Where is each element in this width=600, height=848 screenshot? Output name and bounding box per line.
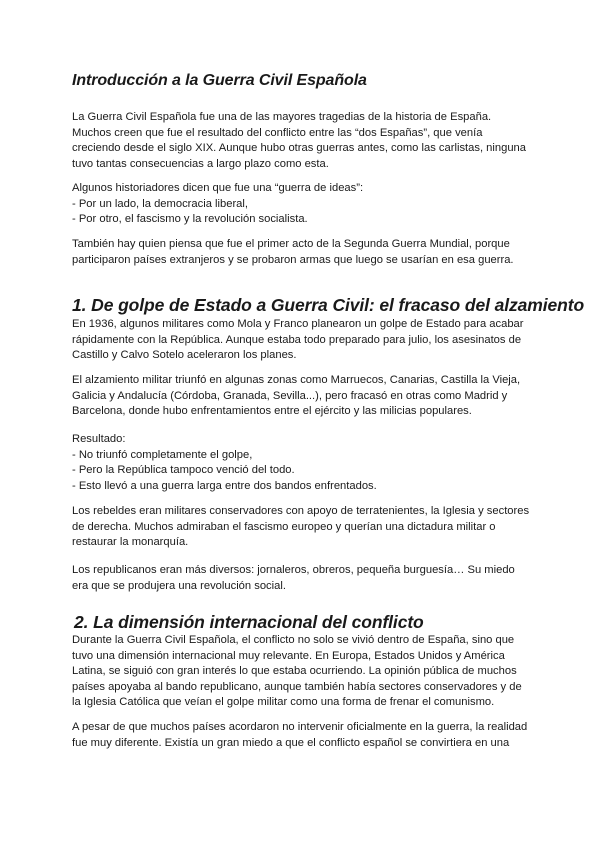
text-line: - Por un lado, la democracia liberal, <box>72 197 248 210</box>
text-line: Resultado: <box>72 433 126 445</box>
text-line: - No triunfó completamente el golpe, <box>72 448 253 461</box>
text-line: creciendo desde el siglo XIX. Aunque hubo otras guerras antes, como las carlistas, ninguna <box>72 142 526 155</box>
text-line: También hay quien piensa que fue el primer acto de la Segunda Guerra Mundial, porque <box>72 238 510 250</box>
text-line: A pesar de que muchos países acordaron no intervenir oficialmente en la guerra, la realidad <box>72 721 528 733</box>
section-1-paragraph-5 <box>72 563 515 594</box>
text-line: - Por otro, el fascismo y la revolución socialista. <box>72 213 308 226</box>
intro-paragraph-3 <box>72 237 514 268</box>
text-line: En 1936, algunos militares como Mola y Franco planearon un golpe de Estado para acabar <box>72 318 524 330</box>
text-line: La Guerra Civil Española fue una de las mayores tragedias de la historia de España. <box>72 111 492 123</box>
text-line: - Esto llevó a una guerra larga entre dos bandos enfrentados. <box>72 479 377 492</box>
text-line: - Pero la República tampoco venció del todo. <box>72 464 295 477</box>
section-1-result-list <box>72 432 377 494</box>
text-line: fue muy diferente. Existía un gran miedo a que el conflicto español se convirtiera en una <box>72 736 510 749</box>
text-line: era que se produjera una revolución social. <box>72 579 286 592</box>
section-2-paragraph-1 <box>72 633 522 711</box>
intro-paragraph-2 <box>72 181 363 228</box>
section-2-heading: 2. La dimensión internacional del conflicto <box>74 612 424 632</box>
text-line: Muchos creen que fue el resultado del conflicto entre las “dos Españas”, que venía <box>72 126 483 139</box>
text-line: Barcelona, donde hubo enfrentamientos entre el ejército y las milicias populares. <box>72 405 472 418</box>
text-line: rápidamente con la República. Aunque estaba todo preparado para julio, los asesinatos de <box>72 333 522 346</box>
text-line: tuvo tantas consecuencias a largo plazo como esta. <box>72 157 329 170</box>
text-line: de derecha. Muchos admiraban el fascismo europeo y querían una dictadura militar o <box>72 520 496 533</box>
text-line: Durante la Guerra Civil Española, el conflicto no solo se vivió dentro de España, sino que <box>72 634 515 646</box>
section-1-paragraph-2 <box>72 373 520 420</box>
text-line: la Iglesia Católica que veían el golpe militar como una forma de frenar el comunismo. <box>72 696 495 709</box>
text-line: restaurar la monarquía. <box>72 536 189 549</box>
text-line: Castillo y Calvo Sotelo aceleraron los planes. <box>72 349 297 362</box>
text-line: Los republicanos eran más diversos: jornaleros, obreros, pequeña burguesía… Su miedo <box>72 564 515 576</box>
text-line: países apoyaba al bando republicano, aunque también había sectores conservadores y de <box>72 680 522 693</box>
text-line: El alzamiento militar triunfó en algunas zonas como Marruecos, Canarias, Castilla la Vieja, <box>72 374 521 386</box>
text-line: Algunos historiadores dicen que fue una “guerra de ideas”: <box>72 182 364 194</box>
intro-paragraph-1 <box>72 110 526 172</box>
text-line: Galicia y Andalucía (Córdoba, Granada, Sevilla...), pero fracasó en otras como Madrid y <box>72 389 508 402</box>
section-2-paragraph-2 <box>72 720 527 751</box>
section-1-paragraph-4 <box>72 504 529 551</box>
text-line: Latina, se siguió con gran interés lo que estaba ocurriendo. La opinión pública de muchos <box>72 665 517 678</box>
section-1-paragraph-1 <box>72 317 524 364</box>
section-1-heading: 1. De golpe de Estado a Guerra Civil: el fracaso del alzamiento <box>72 295 585 315</box>
text-line: participaron países extranjeros y se probaron armas que luego se usarían en esa guerra. <box>72 253 514 266</box>
text-line: tuvo una dimensión internacional muy relevante. En Europa, Estados Unidos y América <box>72 649 505 662</box>
text-line: Los rebeldes eran militares conservadores con apoyo de terratenientes, la Iglesia y sectores <box>72 505 530 517</box>
document-title: Introducción a la Guerra Civil Española <box>72 72 367 89</box>
